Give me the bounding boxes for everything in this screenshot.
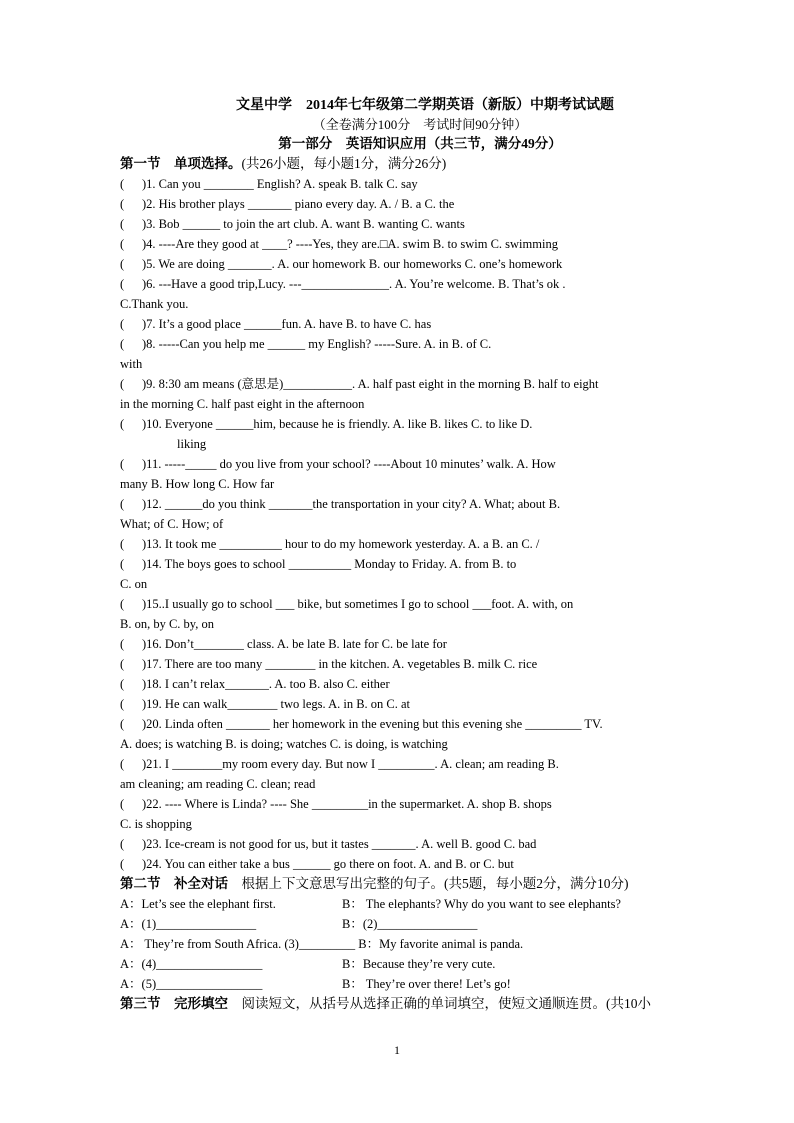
- answer-paren: (: [120, 717, 125, 731]
- question-item: [120, 794, 690, 814]
- answer-paren: (: [120, 217, 125, 231]
- answer-paren: (: [120, 257, 125, 271]
- answer-paren: (: [120, 857, 125, 871]
- answer-paren: (: [120, 837, 125, 851]
- question-text: )5. We are doing _______. A. our homework B. our homeworks C. one’s homework: [142, 257, 563, 271]
- question-continuation: many B. How long C. How far: [120, 477, 275, 491]
- question-continuation: with: [120, 357, 143, 371]
- question-continuation: B. on, by C. by, on: [120, 617, 214, 631]
- question-item: [120, 174, 690, 194]
- question-item: [120, 594, 690, 614]
- answer-paren: (: [120, 797, 125, 811]
- answer-paren: (: [120, 177, 125, 191]
- section-one-heading: [120, 154, 690, 174]
- speaker-b-line: B： The elephants? Why do you want to see elephants?: [342, 897, 621, 911]
- part-one-heading: 第一部分 英语知识应用（共三节，满分49分）: [278, 136, 562, 151]
- section-name: 第一节 单项选择。: [120, 156, 242, 171]
- question-continuation: in the morning C. half past eight in the afternoon: [120, 397, 365, 411]
- question-text: )4. ----Are they good at ____? ----Yes, they are.□A. swim B. to swim C. swimming: [142, 237, 558, 251]
- question-item: [120, 854, 690, 874]
- section-name: 第三节 完形填空: [120, 996, 228, 1011]
- question-text: )20. Linda often _______ her homework in the evening but this evening she _________ TV.: [142, 717, 603, 731]
- question-continuation: C. is shopping: [120, 817, 192, 831]
- answer-paren: (: [120, 457, 125, 471]
- question-text: )14. The boys goes to school __________ Monday to Friday. A. from B. to: [142, 557, 517, 571]
- question-item: [120, 454, 690, 474]
- section-name: 第二节 补全对话: [120, 876, 228, 891]
- question-text: )12. ______do you think _______the transportation in your city? A. What; about B.: [142, 497, 561, 511]
- exam-title: 文星中学 2014年七年级第二学期英语（新版）中期考试试题: [236, 98, 614, 113]
- question-item: [120, 534, 690, 554]
- speaker-a-line: A：(1)________________: [120, 917, 257, 931]
- section-note: 阅读短文，从括号从选择正确的单词填空，使短文通顺连贯。(共10小: [228, 996, 651, 1011]
- question-item: [120, 694, 690, 714]
- dialogue-line: [120, 914, 690, 934]
- dialogue-line: [120, 894, 690, 914]
- answer-paren: (: [120, 657, 125, 671]
- question-item: [120, 634, 690, 654]
- question-item: [120, 414, 690, 434]
- speaker-b-line: B： They’re over there! Let’s go!: [342, 977, 511, 991]
- question-text: )24. You can either take a bus ______ go there on foot. A. and B. or C. but: [142, 857, 514, 871]
- question-text: )8. -----Can you help me ______ my English? -----Sure. A. in B. of C.: [142, 337, 492, 351]
- dialogue-list: [120, 894, 690, 994]
- exam-page: [120, 96, 690, 1014]
- question-continuation: What; of C. How; of: [120, 517, 224, 531]
- question-item: [120, 334, 690, 354]
- answer-paren: (: [120, 757, 125, 771]
- question-continuation: C. on: [120, 577, 148, 591]
- question-item: [120, 374, 690, 394]
- question-continuation: am cleaning; am reading C. clean; read: [120, 777, 316, 791]
- answer-paren: (: [120, 597, 125, 611]
- answer-paren: (: [120, 637, 125, 651]
- dialogue-line: A： They’re from South Africa. (3)_________ B：My favorite animal is panda.: [120, 937, 524, 951]
- question-item: [120, 714, 690, 734]
- answer-paren: (: [120, 557, 125, 571]
- question-text: )13. It took me __________ hour to do my homework yesterday. A. a B. an C. /: [142, 537, 540, 551]
- question-continuation: C.Thank you.: [120, 297, 189, 311]
- question-text: )23. Ice-cream is not good for us, but it tastes _______. A. well B. good C. bad: [142, 837, 537, 851]
- question-item: [120, 314, 690, 334]
- question-text: )9. 8:30 am means (意思是)___________. A. half past eight in the morning B. half to eight: [142, 377, 599, 391]
- answer-paren: (: [120, 497, 125, 511]
- question-text: )16. Don’t________ class. A. be late B. late for C. be late for: [142, 637, 447, 651]
- answer-paren: (: [120, 697, 125, 711]
- dialogue-line: [120, 974, 690, 994]
- speaker-a-line: A：(4)_________________: [120, 957, 263, 971]
- question-text: )19. He can walk________ two legs. A. in B. on C. at: [142, 697, 411, 711]
- question-item: [120, 274, 690, 294]
- question-item: [120, 214, 690, 234]
- speaker-a-line: A：Let’s see the elephant first.: [120, 897, 276, 911]
- question-continuation: liking: [177, 437, 207, 451]
- question-item: [120, 494, 690, 514]
- question-list: [120, 174, 690, 874]
- question-text: )15..I usually go to school ___ bike, but sometimes I go to school ___foot. A. with, on: [142, 597, 574, 611]
- question-continuation: A. does; is watching B. is doing; watches C. is doing, is watching: [120, 737, 448, 751]
- question-item: [120, 674, 690, 694]
- question-text: )18. I can’t relax_______. A. too B. also C. either: [142, 677, 390, 691]
- speaker-b-line: B：(2)________________: [342, 917, 478, 931]
- question-text: )7. It’s a good place ______fun. A. have B. to have C. has: [142, 317, 432, 331]
- question-text: )1. Can you ________ English? A. speak B. talk C. say: [142, 177, 418, 191]
- question-text: )22. ---- Where is Linda? ---- She _________in the supermarket. A. shop B. shops: [142, 797, 552, 811]
- speaker-a-line: A：(5)_________________: [120, 977, 263, 991]
- section-note: (共26小题，每小题1分，满分26分): [241, 156, 447, 171]
- question-item: [120, 754, 690, 774]
- question-item: [120, 654, 690, 674]
- section-three-heading: [120, 994, 690, 1014]
- dialogue-line: [120, 954, 690, 974]
- question-item: [120, 234, 690, 254]
- speaker-b-line: B：Because they’re very cute.: [342, 957, 496, 971]
- question-item: [120, 834, 690, 854]
- answer-paren: (: [120, 677, 125, 691]
- answer-paren: (: [120, 377, 125, 391]
- question-item: [120, 254, 690, 274]
- question-text: )10. Everyone ______him, because he is friendly. A. like B. likes C. to like D.: [142, 417, 533, 431]
- answer-paren: (: [120, 537, 125, 551]
- exam-subtitle: （全卷满分100分 考试时间90分钟）: [312, 117, 528, 132]
- section-note: 根据上下文意思写出完整的句子。(共5题，每小题2分，满分10分): [228, 876, 629, 891]
- answer-paren: (: [120, 237, 125, 251]
- answer-paren: (: [120, 417, 125, 431]
- question-text: )3. Bob ______ to join the art club. A. want B. wanting C. wants: [142, 217, 465, 231]
- question-text: )6. ---Have a good trip,Lucy. ---______________. A. You’re welcome. B. That’s ok .: [142, 277, 566, 291]
- question-text: )11. -----_____ do you live from your school? ----About 10 minutes’ walk. A. How: [142, 457, 556, 471]
- answer-paren: (: [120, 277, 125, 291]
- question-text: )17. There are too many ________ in the kitchen. A. vegetables B. milk C. rice: [142, 657, 538, 671]
- answer-paren: (: [120, 317, 125, 331]
- answer-paren: (: [120, 197, 125, 211]
- answer-paren: (: [120, 337, 125, 351]
- question-item: [120, 554, 690, 574]
- question-text: )21. I ________my room every day. But now I _________. A. clean; am reading B.: [142, 757, 559, 771]
- section-two-heading: [120, 874, 690, 894]
- question-item: [120, 194, 690, 214]
- question-text: )2. His brother plays _______ piano every day. A. / B. a C. the: [142, 197, 455, 211]
- page-number: 1: [394, 1043, 400, 1057]
